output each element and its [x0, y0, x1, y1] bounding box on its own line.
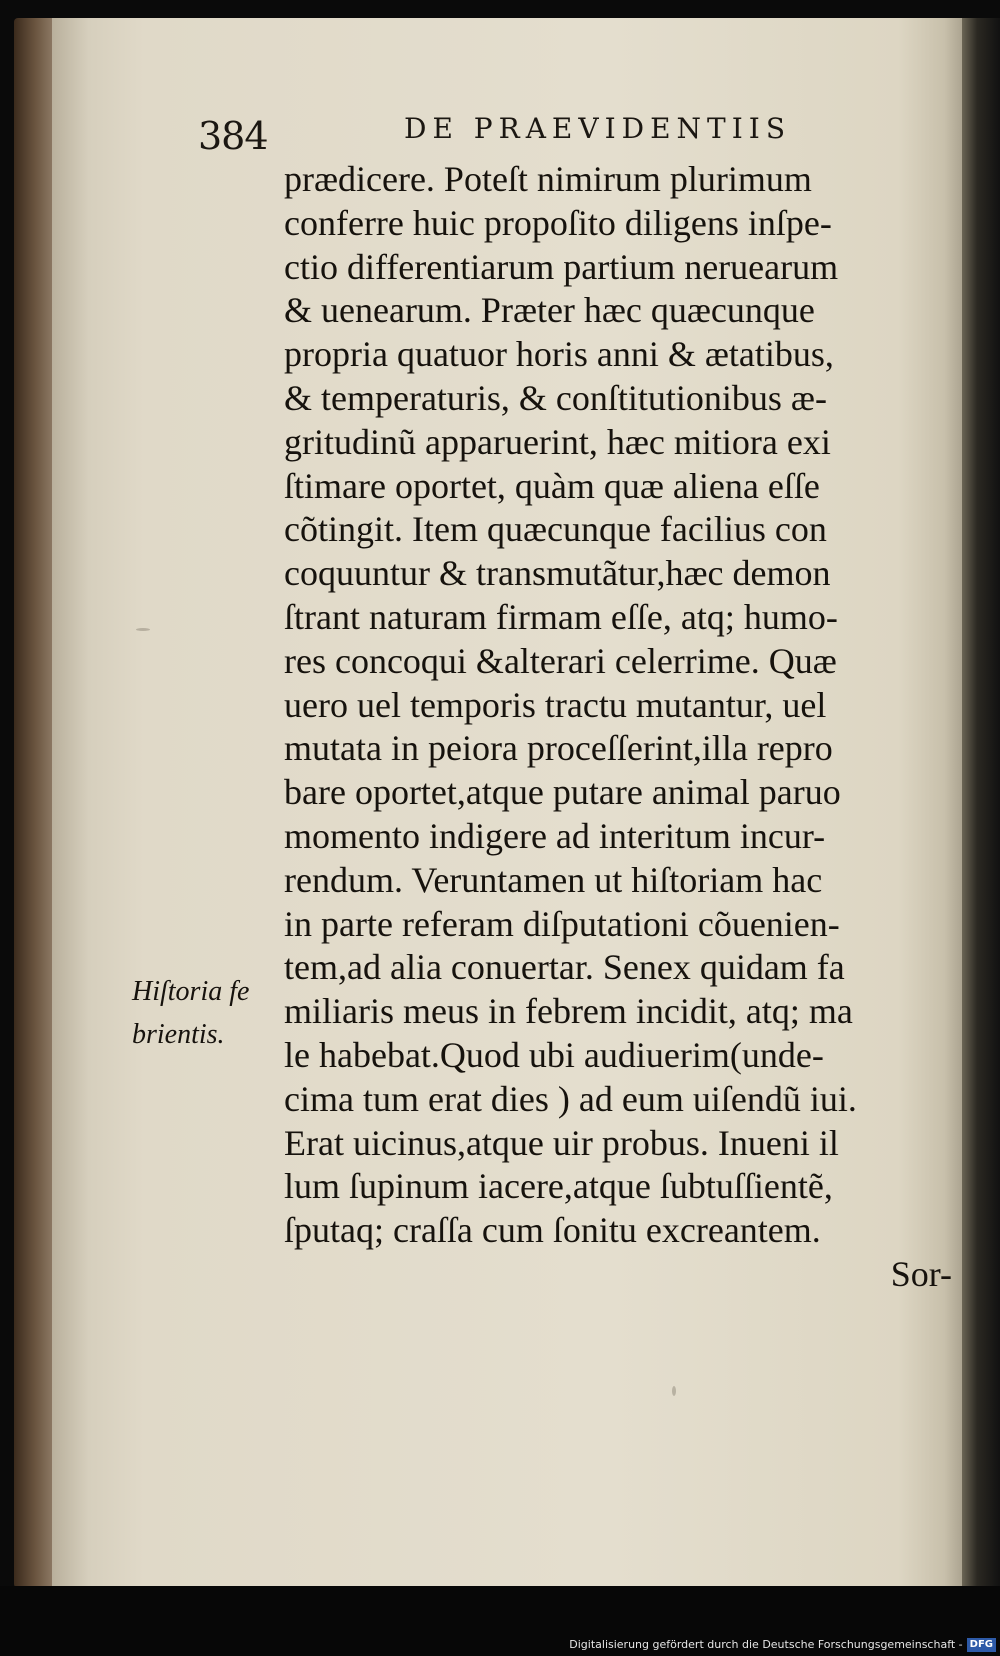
- foxing-mark: [672, 1386, 676, 1396]
- marginal-note-line: brientis.: [132, 1019, 225, 1050]
- text-line: res concoqui &alterari celerrime. Quæ: [284, 640, 837, 681]
- text-line: cima tum erat dies ) ad eum uiſendũ iui.: [284, 1078, 857, 1119]
- text-line: coquuntur & transmutãtur,hæc demon: [284, 553, 831, 594]
- text-line: prædicere. Poteſt nimirum plurimum: [284, 159, 812, 199]
- marginal-note: [132, 970, 282, 1056]
- text-line: & temperaturis, & conſtitutionibus æ-: [284, 377, 827, 418]
- text-line: ctio differentiarum partium neruearum: [284, 246, 839, 287]
- text-line: in parte referam diſputationi cõuenien-: [284, 903, 840, 944]
- text-line: mutata in peiora proceſſerint,illa repro: [284, 728, 833, 769]
- page-header: [0, 102, 1000, 162]
- text-line: ſtrant naturam firmam eſſe, atq; humo-: [284, 596, 838, 637]
- text-line: uero uel temporis tractu mutantur, uel: [284, 684, 827, 725]
- text-line: conferre huic propoſito diligens inſpe-: [284, 202, 832, 243]
- body-text: [284, 158, 960, 1297]
- text-line: rendum. Veruntamen ut hiſtoriam hac: [284, 859, 823, 900]
- page-gutter-shadow: [962, 18, 1000, 1586]
- text-line: cõtingit. Item quæcunque facilius con: [284, 509, 827, 550]
- text-line: ſtimare oportet, quàm quæ aliena eſſe: [284, 465, 820, 506]
- text-line: momento indigere ad interitum incur-: [284, 815, 826, 856]
- credit-text: Digitalisierung gefördert durch die Deutsche Forschungsgemeinschaft -: [569, 1638, 963, 1651]
- text-line: miliaris meus in febrem incidit, atq; ma: [284, 991, 853, 1032]
- page-number: 384: [198, 114, 268, 158]
- foxing-mark: [136, 628, 150, 631]
- marginal-note-line: Hiſtoria fe: [132, 976, 250, 1007]
- running-head: DE PRAEVIDENTIIS: [404, 112, 792, 145]
- text-line: bare oportet,atque putare animal paruo: [284, 772, 841, 813]
- dfg-logo: DFG: [967, 1638, 996, 1652]
- text-line: tem,ad alia conuertar. Senex quidam fa: [284, 947, 845, 988]
- text-line: propria quatuor horis anni & ætatibus,: [284, 334, 834, 375]
- text-line: lum ſupinum iacere,atque ſubtuſſientẽ,: [284, 1166, 833, 1207]
- text-line: le habebat.Quod ubi audiuerim(unde-: [284, 1034, 824, 1075]
- text-line: gritudinũ apparuerint, hæc mitiora exi: [284, 421, 831, 462]
- text-line: Erat uicinus,atque uir probus. Inueni il: [284, 1122, 839, 1163]
- digitization-credit: [569, 1636, 996, 1654]
- text-line: ſputaq; craſſa cum ſonitu excreantem.: [284, 1210, 821, 1251]
- text-line: & uenearum. Præter hæc quæcunque: [284, 290, 815, 331]
- catchword: Sor-: [890, 1253, 952, 1294]
